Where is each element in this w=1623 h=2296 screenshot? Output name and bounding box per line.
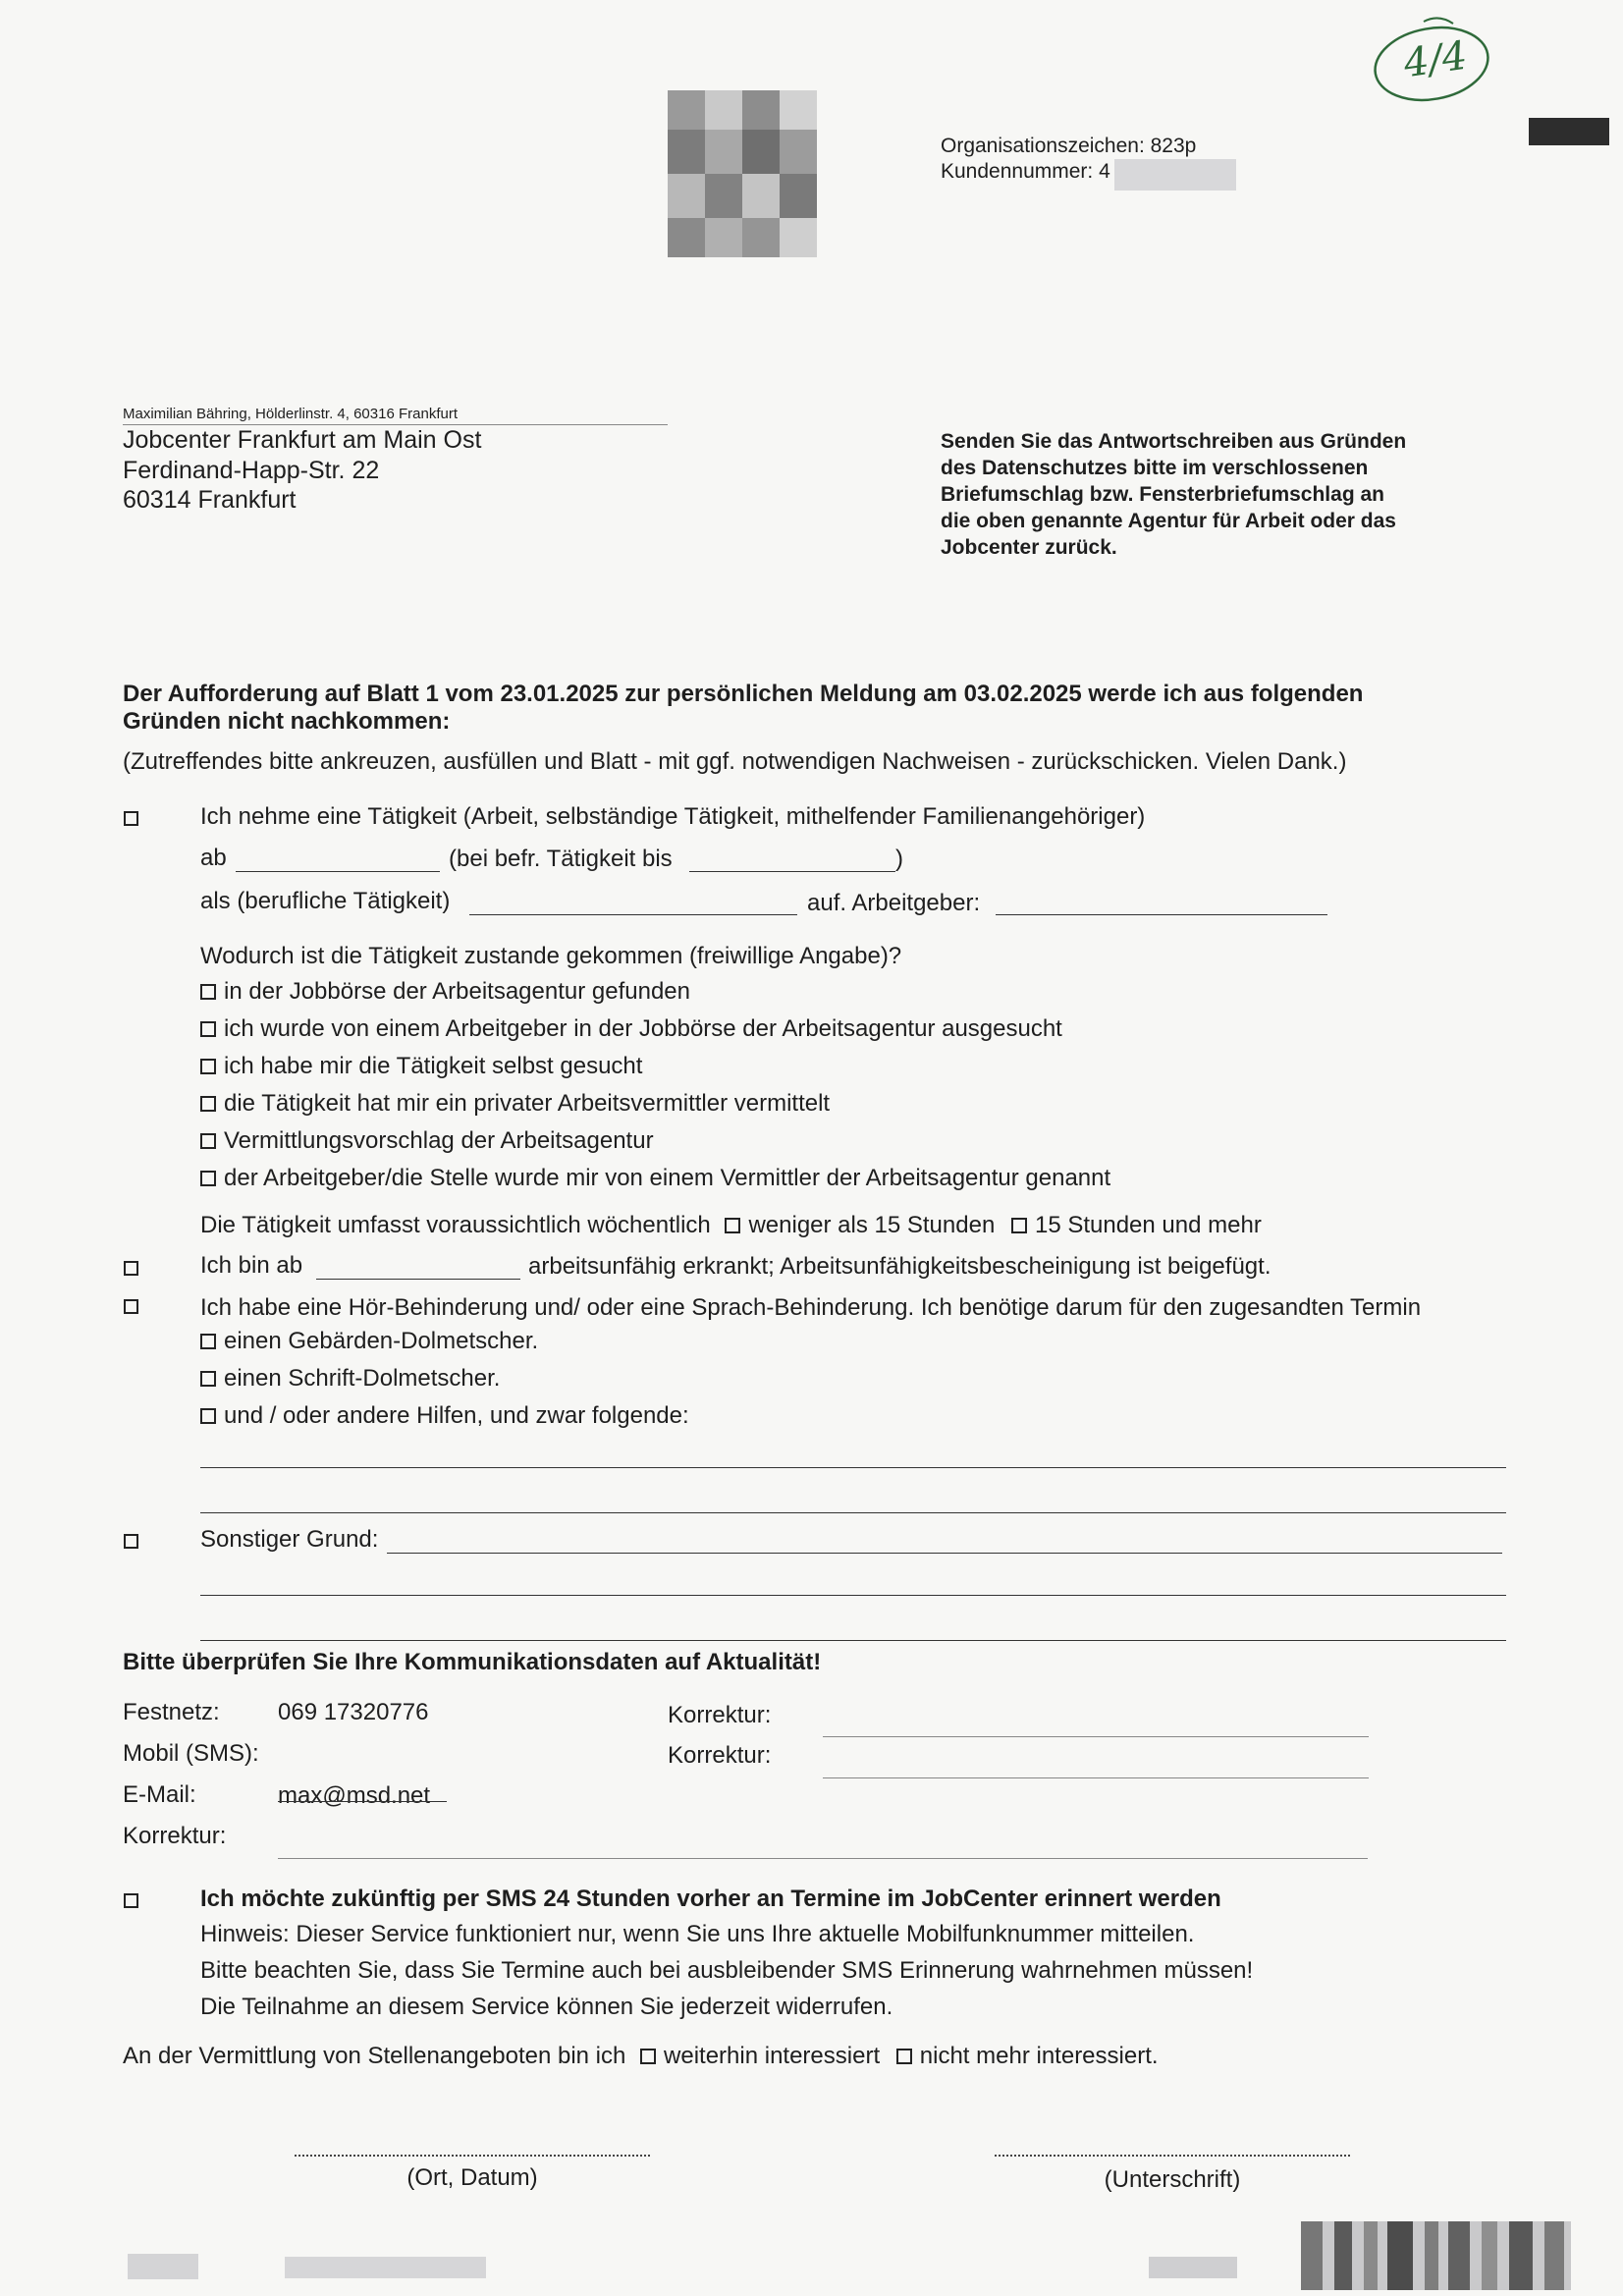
festnetz-value: 069 17320776 xyxy=(278,1699,429,1725)
privacy-notice xyxy=(941,428,1406,561)
email-value: max@msd.net xyxy=(278,1782,431,1809)
address-line-1: Jobcenter Frankfurt am Main Ost xyxy=(123,426,482,454)
hours-label: Die Tätigkeit umfasst voraussichtlich wöchentlich xyxy=(200,1212,711,1238)
option-label: einen Gebärden-Dolmetscher. xyxy=(224,1328,539,1354)
festnetz-korrektur-label: Korrektur: xyxy=(668,1702,772,1728)
option-checkbox[interactable] xyxy=(200,1133,216,1149)
interest-row xyxy=(123,2043,1159,2070)
sms-line-3: Die Teilnahme an diesem Service können Sie jederzeit widerrufen. xyxy=(200,1994,893,2020)
employment-option xyxy=(200,978,690,1006)
footer-redaction xyxy=(128,2254,198,2279)
option-checkbox[interactable] xyxy=(200,1096,216,1112)
sms-line-1: Hinweis: Dieser Service funktioniert nur, wenn Sie uns Ihre aktuelle Mobilfunknummer mitteilen. xyxy=(200,1921,1195,1947)
intro-line-3: (Zutreffendes bitte ankreuzen, ausfüllen und Blatt - mit ggf. notwendigen Nachweisen - zurückschicken. Vielen Dank.) xyxy=(123,748,1347,775)
place-date-field[interactable] xyxy=(295,2155,650,2157)
festnetz-label: Festnetz: xyxy=(123,1699,220,1725)
employment-option xyxy=(200,1127,654,1155)
footer-redaction xyxy=(1149,2257,1237,2278)
signature-field[interactable] xyxy=(995,2155,1350,2157)
mobil-korrektur-field[interactable] xyxy=(823,1777,1369,1778)
festnetz-korrektur-field[interactable] xyxy=(823,1736,1369,1737)
employment-arbeitgeber-label: auf. Arbeitgeber: xyxy=(807,890,981,916)
privacy-notice-line: Senden Sie das Antwortschreiben aus Gründen xyxy=(941,430,1407,453)
employment-option xyxy=(200,1015,1062,1043)
option-checkbox[interactable] xyxy=(200,1371,216,1387)
employment-title: Ich nehme eine Tätigkeit (Arbeit, selbständige Tätigkeit, mithelfender Familienangehöriger) xyxy=(200,803,1146,830)
place-date-label: (Ort, Datum) xyxy=(406,2164,538,2191)
employment-als-label: als (berufliche Tätigkeit) xyxy=(200,888,451,914)
employment-checkbox[interactable] xyxy=(124,811,138,826)
kundennummer-redacted xyxy=(1114,159,1236,191)
sender-line: Maximilian Bähring, Hölderlinstr. 4, 60316 Frankfurt xyxy=(123,406,458,422)
redaction-block xyxy=(1529,118,1609,145)
employment-ab-field[interactable] xyxy=(236,871,440,872)
interest-no-label: nicht mehr interessiert. xyxy=(919,2043,1159,2069)
employment-bis-close: ) xyxy=(895,846,903,872)
privacy-notice-line: die oben genannte Agentur für Arbeit oder das xyxy=(941,510,1396,532)
hours-option-1: weniger als 15 Stunden xyxy=(748,1212,996,1238)
option-label: in der Jobbörse der Arbeitsagentur gefunden xyxy=(224,978,690,1005)
other-reason-field-1[interactable] xyxy=(387,1553,1502,1554)
employment-option xyxy=(200,1165,1110,1192)
sms-line-2: Bitte beachten Sie, dass Sie Termine auch bei ausbleibender SMS Erinnerung wahrnehmen müssen! xyxy=(200,1957,1254,1984)
sick-date-field[interactable] xyxy=(316,1279,520,1280)
page-stamp-text: 4/4 xyxy=(1400,32,1471,87)
option-checkbox[interactable] xyxy=(200,984,216,1000)
disability-option xyxy=(200,1365,500,1393)
employment-bis-label: (bei befr. Tätigkeit bis xyxy=(449,846,673,872)
option-label: ich habe mir die Tätigkeit selbst gesucht xyxy=(224,1053,643,1079)
sms-checkbox[interactable] xyxy=(124,1893,138,1908)
disability-other-field-1[interactable] xyxy=(200,1467,1506,1468)
option-label: der Arbeitgeber/die Stelle wurde mir von einem Vermittler der Arbeitsagentur genannt xyxy=(224,1165,1111,1191)
employment-als-field[interactable] xyxy=(469,914,797,915)
other-reason-checkbox[interactable] xyxy=(124,1534,138,1549)
footer-barcode xyxy=(1301,2221,1571,2290)
disability-option xyxy=(200,1402,689,1430)
pixelated-code-image xyxy=(668,90,817,257)
other-reason-label: Sonstiger Grund: xyxy=(200,1526,379,1553)
sms-title: Ich möchte zukünftig per SMS 24 Stunden vorher an Termine im JobCenter erinnert werden xyxy=(200,1886,1221,1912)
address-line-2: Ferdinand-Happ-Str. 22 xyxy=(123,457,380,484)
address-line-3: 60314 Frankfurt xyxy=(123,486,297,514)
disability-title: Ich habe eine Hör-Behinderung und/ oder eine Sprach-Behinderung. Ich benötige darum für den zugesandten Termin xyxy=(200,1294,1422,1321)
interest-yes-label: weiterhin interessiert xyxy=(664,2043,881,2069)
kunden-label: Kundennummer: 4 xyxy=(941,160,1110,183)
privacy-notice-line: Jobcenter zurück. xyxy=(941,536,1117,559)
option-checkbox[interactable] xyxy=(200,1059,216,1074)
interest-no-checkbox[interactable] xyxy=(896,2049,912,2064)
email-strikethrough xyxy=(278,1801,447,1802)
option-checkbox[interactable] xyxy=(200,1171,216,1186)
interest-label: An der Vermittlung von Stellenangeboten bin ich xyxy=(123,2043,626,2069)
option-checkbox[interactable] xyxy=(200,1334,216,1349)
option-label: ich wurde von einem Arbeitgeber in der Jobbörse der Arbeitsagentur ausgesucht xyxy=(224,1015,1062,1042)
option-label: einen Schrift-Dolmetscher. xyxy=(224,1365,501,1392)
contact-heading: Bitte überprüfen Sie Ihre Kommunikationsdaten auf Aktualität! xyxy=(123,1649,822,1675)
hours-checkbox-under-15[interactable] xyxy=(725,1218,740,1233)
other-reason-field-2[interactable] xyxy=(200,1595,1506,1596)
email-korrektur-field[interactable] xyxy=(278,1858,1368,1859)
intro-line-2: Gründen nicht nachkommen: xyxy=(123,708,451,735)
footer-redaction xyxy=(285,2257,486,2278)
option-checkbox[interactable] xyxy=(200,1021,216,1037)
mobil-label: Mobil (SMS): xyxy=(123,1740,259,1767)
option-label: und / oder andere Hilfen, und zwar folgende: xyxy=(224,1402,689,1429)
sick-checkbox[interactable] xyxy=(124,1261,138,1276)
hours-checkbox-15-plus[interactable] xyxy=(1011,1218,1027,1233)
hours-row xyxy=(200,1212,1262,1239)
disability-checkbox[interactable] xyxy=(124,1299,138,1314)
employment-bis-field[interactable] xyxy=(689,871,895,872)
privacy-notice-line: Briefumschlag bzw. Fensterbriefumschlag an xyxy=(941,483,1384,506)
employment-option xyxy=(200,1053,642,1080)
employment-question: Wodurch ist die Tätigkeit zustande gekommen (freiwillige Angabe)? xyxy=(200,943,902,969)
email-label: E-Mail: xyxy=(123,1781,196,1808)
email-korrektur-label: Korrektur: xyxy=(123,1823,227,1849)
org-label: Organisationszeichen: 823p xyxy=(941,135,1197,157)
employment-ab-label: ab xyxy=(200,845,227,871)
employment-arbeitgeber-field[interactable] xyxy=(996,914,1327,915)
disability-other-field-2[interactable] xyxy=(200,1512,1506,1513)
option-checkbox[interactable] xyxy=(200,1408,216,1424)
other-reason-field-3[interactable] xyxy=(200,1640,1506,1641)
sick-pre: Ich bin ab xyxy=(200,1252,303,1279)
sick-post: arbeitsunfähig erkrankt; Arbeitsunfähigkeitsbescheinigung ist beigefügt. xyxy=(528,1253,1271,1280)
option-label: Vermittlungsvorschlag der Arbeitsagentur xyxy=(224,1127,654,1154)
employment-option xyxy=(200,1090,830,1118)
disability-option xyxy=(200,1328,538,1355)
intro-line-1: Der Aufforderung auf Blatt 1 vom 23.01.2025 zur persönlichen Meldung am 03.02.2025 werde ich aus folgenden xyxy=(123,681,1364,707)
option-label: die Tätigkeit hat mir ein privater Arbeitsvermittler vermittelt xyxy=(224,1090,831,1117)
signature-label: (Unterschrift) xyxy=(1104,2166,1241,2193)
interest-yes-checkbox[interactable] xyxy=(640,2049,656,2064)
mobil-korrektur-label: Korrektur: xyxy=(668,1742,772,1769)
hours-option-2: 15 Stunden und mehr xyxy=(1034,1212,1262,1238)
privacy-notice-line: des Datenschutzes bitte im verschlossenen xyxy=(941,457,1369,479)
